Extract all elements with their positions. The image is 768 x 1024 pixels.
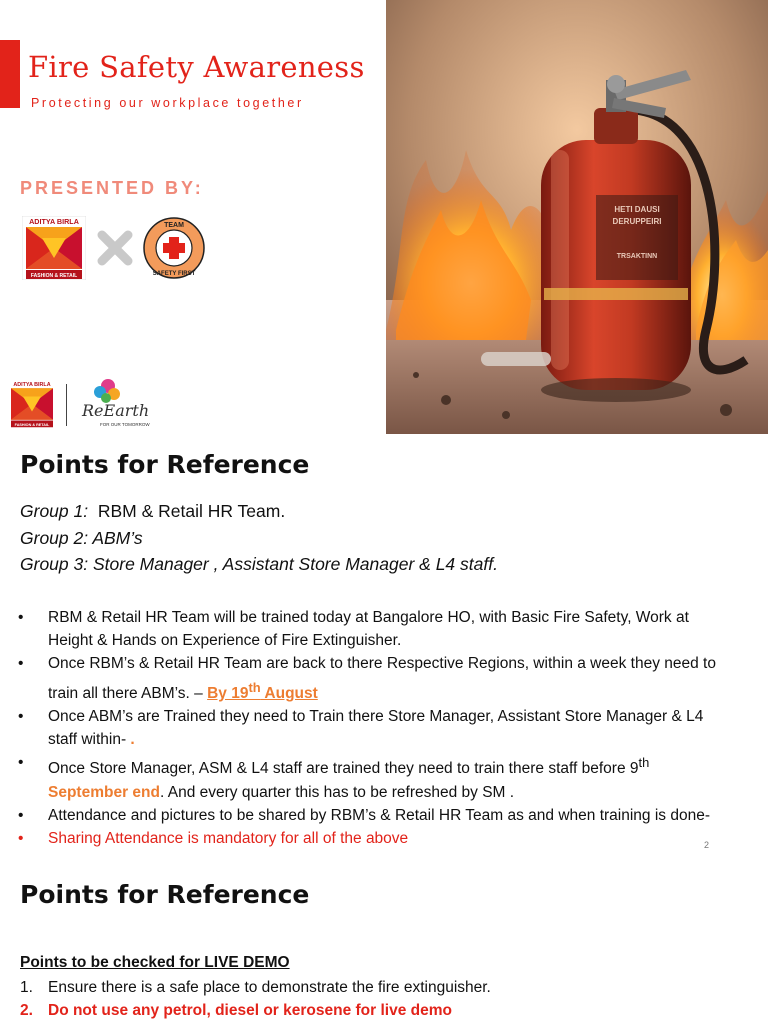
- abfrl-bottom-text: FASHION & RETAIL: [30, 273, 78, 279]
- bullet-text: Once RBM’s & Retail HR Team are back to there Respective Regions, within a week they need to train all there ABM’s. –: [48, 655, 716, 702]
- demo-item-text: Ensure there is a safe place to demonstrate the fire extinguisher.: [48, 979, 491, 996]
- demo-item-text: Do not use any petrol, diesel or kerosene for live demo: [48, 1002, 452, 1019]
- slide3-heading: Points for Reference: [20, 880, 310, 909]
- reearth-wordmark: ReEarth: [82, 401, 150, 420]
- group-label: Group 2:: [20, 527, 89, 548]
- group-text: Store Manager , Assistant Store Manager & L4 staff.: [92, 554, 498, 574]
- bullet-dot: .: [130, 731, 135, 749]
- team-safety-first-logo: [142, 216, 206, 280]
- group-list: [20, 498, 498, 578]
- bullet-item: [18, 606, 718, 652]
- bullet-item: [18, 705, 718, 751]
- group-text: RBM & Retail HR Team.: [97, 501, 286, 521]
- reearth-tagline: FOR OUR TOMORROW: [100, 422, 150, 427]
- reearth-logo: [74, 376, 166, 430]
- presented-by-label: PRESENTED BY:: [20, 178, 204, 198]
- slide2-heading: Points for Reference: [20, 450, 310, 479]
- deadline-highlight: September end: [48, 783, 160, 801]
- extinguisher-label-line1: HETI DAUSI: [614, 205, 660, 214]
- group-label: Group 3:: [20, 554, 89, 574]
- extinguisher-label-line2: DERUPPEIRI: [612, 217, 662, 226]
- group-item: [20, 551, 498, 578]
- bullet-text-end: . And every quarter this has to be refreshed by SM .: [159, 783, 515, 801]
- abfrl-top-text: ADITYA BIRLA: [29, 217, 79, 226]
- bullet-item-mandatory: [18, 827, 718, 850]
- slide-title: Fire Safety Awareness: [28, 50, 365, 84]
- bullet-text: Sharing Attendance is mandatory for all of the above: [48, 830, 409, 848]
- bullet-text: Once ABM’s are Trained they need to Train there Store Manager, Assistant Store Manager & L4 staff within-: [48, 707, 704, 749]
- deadline-highlight: [207, 679, 318, 702]
- bullet-sup: th: [638, 755, 650, 771]
- reference-bullet-list: [18, 606, 718, 850]
- bullet-item: [18, 751, 718, 804]
- group-text: ABM’s: [92, 527, 143, 548]
- logo-divider: [66, 384, 67, 426]
- demo-item-warning: [20, 999, 491, 1022]
- extinguisher-label-line3: TRSAKTINN: [616, 253, 658, 260]
- aditya-birla-small-logo: [8, 380, 56, 428]
- demo-item-number: 2.: [20, 1002, 33, 1019]
- demo-item: [20, 976, 491, 999]
- bullet-item: [18, 652, 718, 705]
- slide-number: 2: [704, 840, 710, 850]
- abfrl-small-bottom-text: FASHION & RETAIL: [14, 422, 50, 427]
- bullet-text: Attendance and pictures to be shared by RBM’s & Retail HR Team as and when training is done-: [48, 806, 710, 824]
- live-demo-list: [20, 976, 491, 1022]
- reference-slide-groups: [0, 434, 768, 862]
- team-bottom-text: SAFETY FIRST: [152, 271, 196, 277]
- group-label: Group 1:: [20, 501, 89, 521]
- live-demo-heading: Points to be checked for LIVE DEMO: [20, 954, 290, 971]
- abfrl-small-top-text: ADITYA BIRLA: [13, 382, 51, 388]
- group-item: [20, 525, 498, 552]
- reference-slide-live-demo: [0, 862, 768, 1024]
- deadline-sup: th: [248, 679, 261, 695]
- accent-bar: [0, 40, 20, 108]
- team-top-text: TEAM: [164, 222, 184, 229]
- deadline-month: August: [260, 684, 318, 702]
- bullet-text: Once Store Manager, ASM & L4 staff are trained they need to train there staff before 9: [48, 760, 639, 778]
- group-item: [20, 498, 498, 525]
- collaboration-x-icon: [96, 229, 134, 267]
- bullet-text: RBM & Retail HR Team will be trained today at Bangalore HO, with Basic Fire Safety, Work at Height & Hands on Experience of Fire Extinguisher.: [48, 609, 689, 650]
- bullet-item: [18, 804, 718, 827]
- title-slide: [0, 0, 768, 434]
- slide-subtitle: Protecting our workplace together: [31, 96, 304, 110]
- aditya-birla-logo: [22, 216, 86, 280]
- demo-item-number: 1.: [20, 979, 33, 996]
- deadline-text: By 19: [207, 684, 249, 702]
- fire-extinguisher-image: [386, 0, 768, 434]
